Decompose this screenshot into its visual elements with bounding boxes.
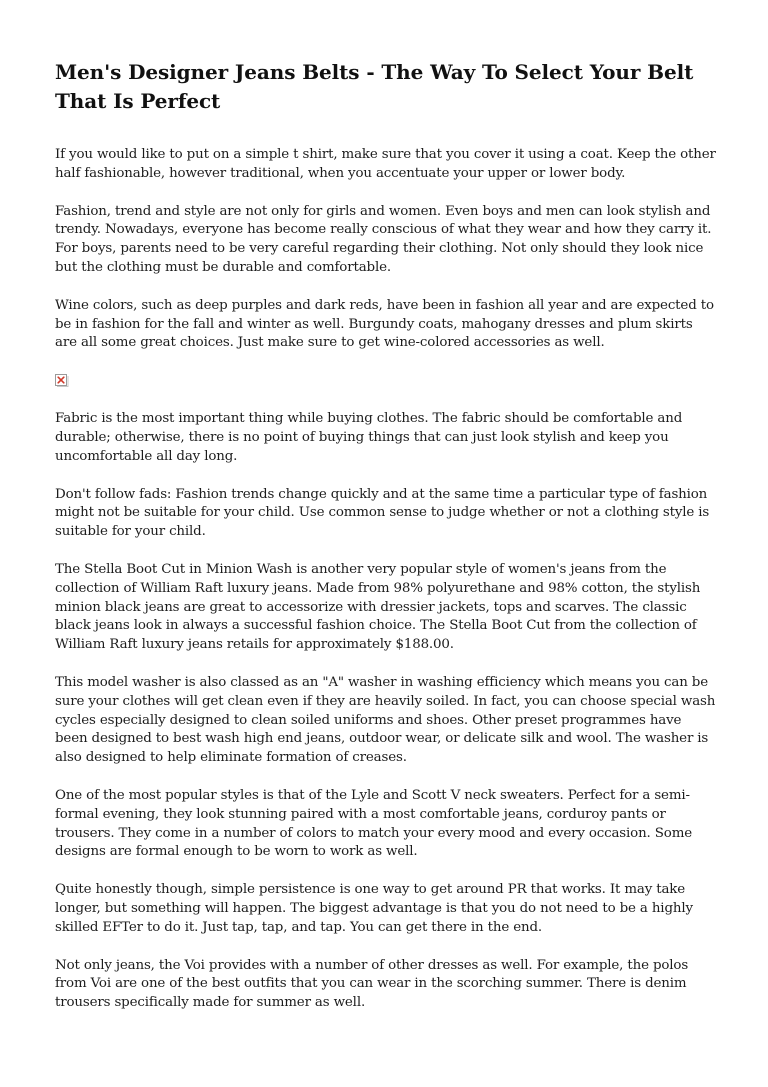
paragraph: Fabric is the most important thing while buying clothes. The fabric should be comfortable and durable; otherwise, there is no point of buying things that can just look stylish and keep you uncomfortable all day long.	[55, 411, 683, 464]
paragraph: Quite honestly though, simple persistence is one way to get around PR that works. It may take longer, but something will happen. The biggest advantage is that you do not need to be a highly skilled EFTer to do it. Just tap, tap, and tap. You can get there in the end.	[55, 882, 693, 935]
document-page	[55, 58, 717, 1032]
paragraph: The Stella Boot Cut in Minion Wash is another very popular style of women's jeans from the collection of William Raft luxury jeans. Made from 98% polyurethane and 98% cotton, the stylish minion black jeans are great to accessorize with dressier jackets, tops and scarves. The classic black jeans look in always a successful fashion choice. The Stella Boot Cut from the collection of William Raft luxury jeans retails for approximately $188.00.	[55, 561, 701, 653]
paragraph: If you would like to put on a simple t shirt, make sure that you cover it using a coat. Keep the other half fashionable, however traditional, when you accentuate your upper or lower body.	[55, 147, 716, 181]
paragraph: Wine colors, such as deep purples and dark reds, have been in fashion all year and are expected to be in fashion for the fall and winter as well. Burgundy coats, mahogany dresses and plum skirts are all some great choices. Just make sure to get wine-colored accessories as well.	[55, 297, 714, 351]
page-title: Men's Designer Jeans Belts - The Way To Select Your Belt That Is Perfect	[55, 60, 694, 113]
paragraph: Don't follow fads: Fashion trends change quickly and at the same time a particular type of fashion might not be suitable for your child. Use common sense to judge whether or not a clothing style is suitable for your child.	[55, 486, 710, 540]
paragraph: One of the most popular styles is that of the Lyle and Scott V neck sweaters. Perfect for a semi-formal evening, they look stunning paired with a most comfortable jeans, corduroy pants or trousers. They come in a number of colors to match your every mood and every occasion. Some designs are formal enough to be worn to work as well.	[55, 787, 693, 860]
paragraph: This model washer is also classed as an "A" washer in washing efficiency which means you can be sure your clothes will get clean even if they are heavily soiled. In fact, you can choose special wash cycles especially designed to clean soiled uniforms and shoes. Other preset programmes have been designed to best wash high end jeans, outdoor wear, or delicate silk and wool. The washer is also designed to help eliminate formation of creases.	[55, 674, 716, 766]
paragraph: Not only jeans, the Voi provides with a number of other dresses as well. For example, the polos from Voi are one of the best outfits that you can wear in the scorching summer. There is denim trousers specifically made for summer as well.	[55, 957, 689, 1011]
broken-image-icon	[55, 374, 69, 388]
paragraph: Fashion, trend and style are not only for girls and women. Even boys and men can look stylish and trendy. Nowadays, everyone has become really conscious of what they wear and how they carry it. For boys, parents need to be very careful regarding their clothing. Not only should they look nice but the clothing must be durable and comfortable.	[55, 203, 712, 275]
